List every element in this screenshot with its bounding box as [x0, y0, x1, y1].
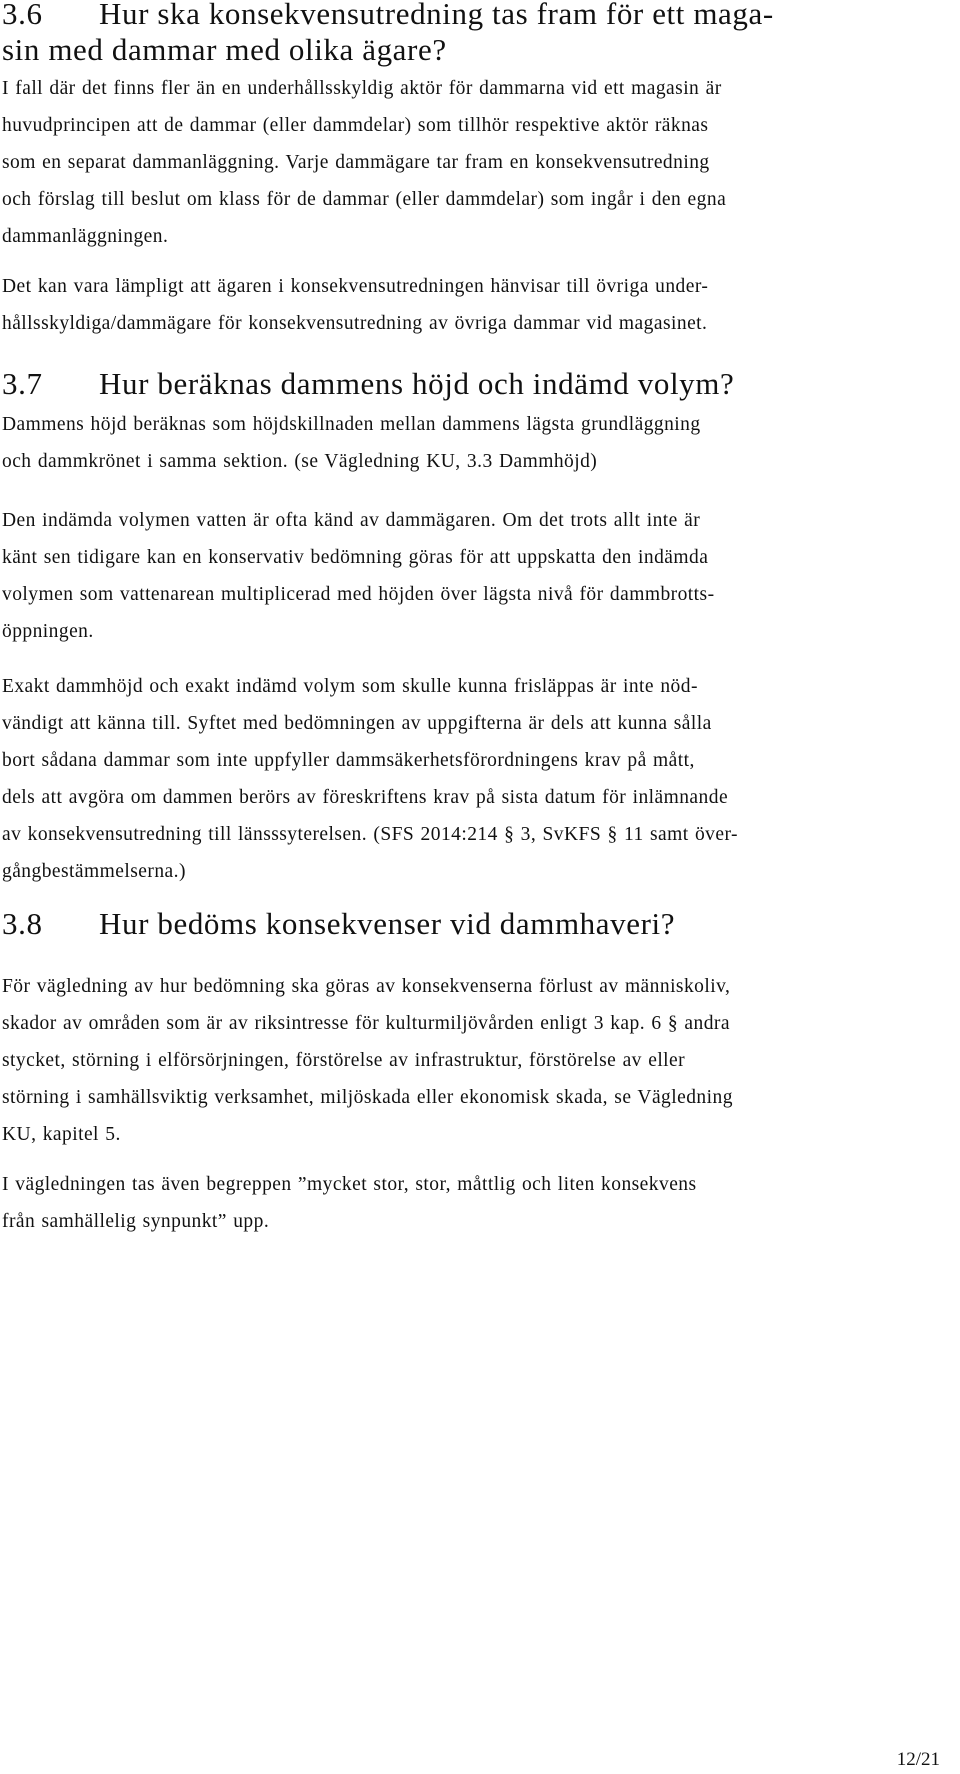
section-number: 3.6 — [2, 0, 43, 31]
section-heading-3-8 — [2, 906, 942, 942]
text-line: KU, kapitel 5. — [2, 1124, 121, 1145]
text-line: dammanläggningen. — [2, 226, 169, 247]
section-number: 3.7 — [2, 366, 43, 401]
paragraph — [2, 268, 937, 342]
text-line: I vägledningen tas även begreppen ”mycket stor, stor, måttlig och liten konsekvens — [2, 1174, 697, 1195]
text-line: Den indämda volymen vatten är ofta känd av dammägaren. Om det trots allt inte är — [2, 510, 701, 531]
text-line: hållsskyldiga/dammägare för konsekvensutredning av övriga dammar vid magasinet. — [2, 313, 708, 334]
section-title-line: Hur beräknas dammens höjd och indämd volym? — [99, 366, 735, 401]
paragraph — [2, 502, 937, 650]
paragraph — [2, 968, 937, 1153]
section-heading-3-6 — [2, 0, 942, 68]
section-title-line: Hur bedöms konsekvenser vid dammhaveri? — [99, 906, 676, 941]
text-line: I fall där det finns fler än en underhållsskyldig aktör för dammarna vid ett magasin är — [2, 78, 722, 99]
text-line: skador av områden som är av riksintresse för kulturmiljövården enligt 3 kap. 6 § andra — [2, 1013, 730, 1034]
text-line: känt sen tidigare kan en konservativ bedömning göras för att uppskatta den indämda — [2, 547, 709, 568]
section-heading-3-7 — [2, 366, 942, 402]
section-title-line: sin med dammar med olika ägare? — [2, 32, 447, 67]
section-number: 3.8 — [2, 906, 43, 941]
text-line: vändigt att känna till. Syftet med bedömningen av uppgifterna är dels att kunna sålla — [2, 713, 712, 734]
text-line: Dammens höjd beräknas som höjdskillnaden mellan dammens lägsta grundläggning — [2, 414, 701, 435]
text-line: Exakt dammhöjd och exakt indämd volym som skulle kunna frisläppas är inte nöd- — [2, 676, 698, 697]
text-line: och förslag till beslut om klass för de dammar (eller dammdelar) som ingår i den egna — [2, 189, 727, 210]
text-line: För vägledning av hur bedömning ska göras av konsekvenserna förlust av människoliv, — [2, 976, 731, 997]
paragraph — [2, 406, 937, 480]
text-line: Det kan vara lämpligt att ägaren i konsekvensutredningen hänvisar till övriga under- — [2, 276, 709, 297]
section-title-line: Hur ska konsekvensutredning tas fram för ett maga- — [99, 0, 774, 31]
paragraph — [2, 1166, 937, 1240]
text-line: gångbestämmelserna.) — [2, 861, 186, 882]
text-line: huvudprincipen att de dammar (eller dammdelar) som tillhör respektive aktör räknas — [2, 115, 709, 136]
text-line: volymen som vattenarean multiplicerad med höjden över lägsta nivå för dammbrotts- — [2, 584, 715, 605]
text-line: av konsekvensutredning till länsssyterelsen. (SFS 2014:214 § 3, SvKFS § 11 samt över- — [2, 824, 738, 845]
paragraph — [2, 668, 937, 890]
text-line: och dammkrönet i samma sektion. (se Vägledning KU, 3.3 Dammhöjd) — [2, 451, 598, 472]
text-line: som en separat dammanläggning. Varje dammägare tar fram en konsekvensutredning — [2, 152, 710, 173]
page-number: 12/21 — [896, 1749, 940, 1770]
text-line: dels att avgöra om dammen berörs av föreskriftens krav på sista datum för inlämnande — [2, 787, 729, 808]
text-line: stycket, störning i elförsörjningen, förstörelse av infrastruktur, förstörelse av eller — [2, 1050, 686, 1071]
text-line: öppningen. — [2, 621, 94, 642]
text-line: störning i samhällsviktig verksamhet, miljöskada eller ekonomisk skada, se Vägledning — [2, 1087, 733, 1108]
paragraph — [2, 70, 937, 255]
text-line: från samhällelig synpunkt” upp. — [2, 1211, 270, 1232]
text-line: bort sådana dammar som inte uppfyller dammsäkerhetsförordningens krav på mått, — [2, 750, 695, 771]
